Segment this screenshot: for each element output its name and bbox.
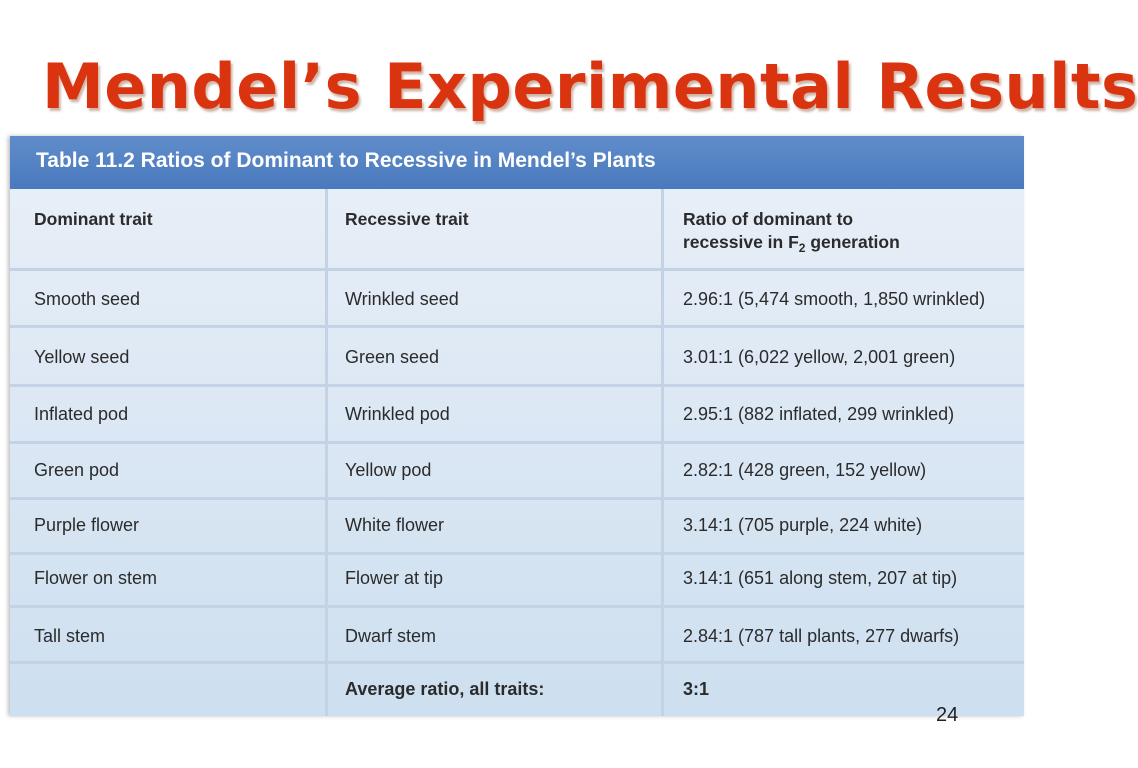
row-3-recessive: Wrinkled pod [345, 404, 450, 424]
header-ratio-line2-prefix: recessive in F [683, 232, 799, 252]
ratio-table [10, 136, 1024, 716]
row-2-ratio: 3.01:1 (6,022 yellow, 2,001 green) [683, 347, 956, 367]
row-1-ratio: 2.96:1 (5,474 smooth, 1,850 wrinkled) [683, 289, 986, 309]
header-ratio-line2 [683, 231, 900, 260]
row-4-ratio: 2.82:1 (428 green, 152 yellow) [683, 460, 927, 480]
row-4-recessive: Yellow pod [345, 460, 432, 480]
header-ratio-subscript: 2 [798, 241, 806, 255]
table-body [10, 189, 1024, 716]
row-divider [10, 325, 1024, 328]
row-6-dominant: Flower on stem [34, 568, 158, 588]
slide-title: Mendel’s Experimental Results [42, 50, 1138, 123]
row-1-dominant: Smooth seed [34, 289, 141, 309]
row-5-recessive: White flower [345, 515, 445, 535]
table-caption: Table 11.2 Ratios of Dominant to Recessive in Mendel’s Plants [36, 149, 656, 172]
row-2-recessive: Green seed [345, 347, 440, 367]
row-7-recessive: Dwarf stem [345, 626, 437, 646]
header-ratio-line2-suffix: generation [805, 232, 900, 252]
row-7-ratio: 2.84:1 (787 tall plants, 277 dwarfs) [683, 626, 960, 646]
row-6-recessive: Flower at tip [345, 568, 444, 588]
header-ratio-line1: Ratio of dominant to [683, 209, 854, 229]
row-3-ratio: 2.95:1 (882 inflated, 299 wrinkled) [683, 404, 955, 424]
row-divider [10, 661, 1024, 664]
row-3-dominant: Inflated pod [34, 404, 129, 424]
summary-value: 3:1 [683, 679, 710, 699]
row-divider [10, 441, 1024, 444]
row-divider [10, 497, 1024, 500]
row-divider [10, 605, 1024, 608]
header-recessive-trait: Recessive trait [345, 209, 469, 229]
header-ratio [683, 208, 900, 260]
row-1-recessive: Wrinkled seed [345, 289, 459, 309]
summary-label: Average ratio, all traits: [345, 679, 545, 699]
row-divider [10, 268, 1024, 271]
row-7-dominant: Tall stem [34, 626, 106, 646]
row-divider [10, 384, 1024, 387]
row-2-dominant: Yellow seed [34, 347, 130, 367]
row-6-ratio: 3.14:1 (651 along stem, 207 at tip) [683, 568, 958, 588]
row-divider [10, 552, 1024, 555]
row-5-ratio: 3.14:1 (705 purple, 224 white) [683, 515, 923, 535]
row-5-dominant: Purple flower [34, 515, 140, 535]
row-4-dominant: Green pod [34, 460, 120, 480]
header-dominant-trait: Dominant trait [34, 209, 153, 229]
table-caption-bar [10, 136, 1024, 189]
page-number: 24 [936, 704, 959, 726]
